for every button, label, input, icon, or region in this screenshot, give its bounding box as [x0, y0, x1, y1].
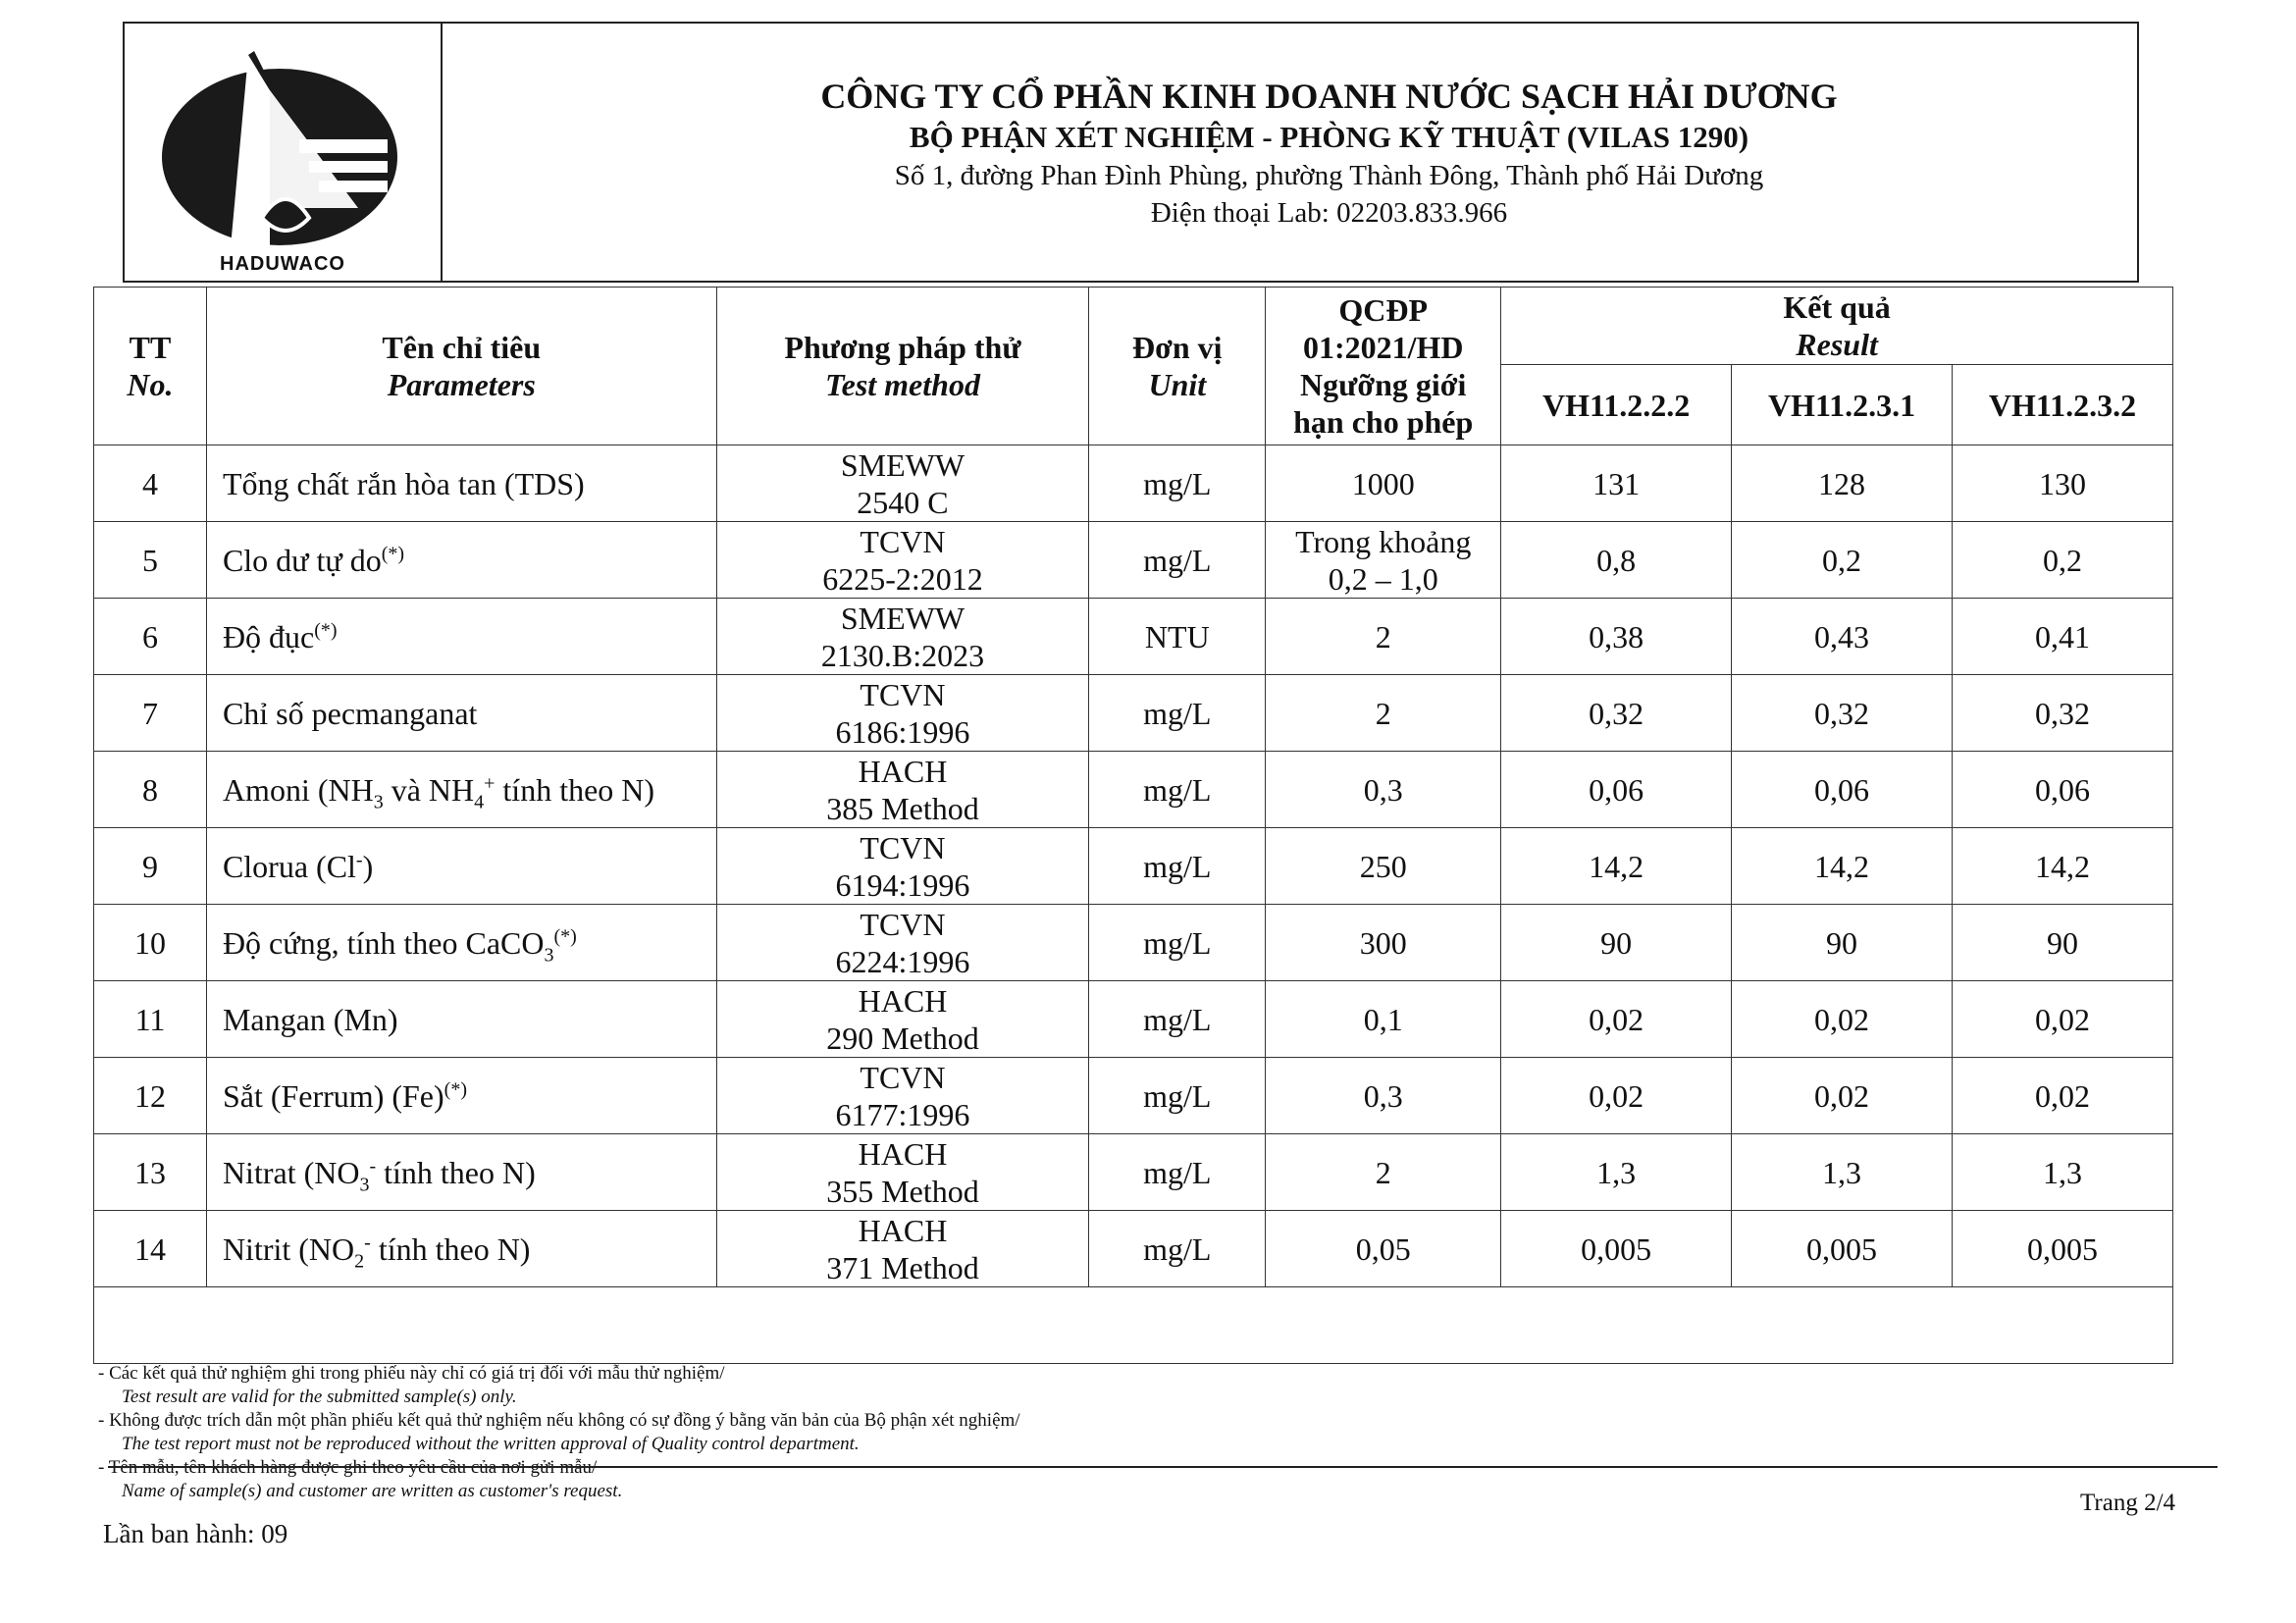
- note-vi: - Tên mẫu, tên khách hàng được ghi theo yêu cầu của nơi gửi mẫu/: [98, 1457, 598, 1478]
- row-result-2: [1732, 675, 1953, 752]
- row-result-1: [1501, 828, 1732, 905]
- row-limit: [1266, 1058, 1501, 1134]
- footer-divider: [108, 1466, 2218, 1468]
- param-param-a: Độ cứng, tính theo CaCO: [222, 924, 545, 961]
- company-name: CÔNG TY CỔ PHẦN KINH DOANH NƯỚC SẠCH HẢI DƯƠNG: [820, 77, 1838, 116]
- param-sub-b: 4: [474, 790, 485, 812]
- note-vi-text: Tên mẫu, tên khách hàng được ghi theo yêu cầu của nơi gửi mẫu/: [108, 1457, 598, 1478]
- param-param-b: và NH: [383, 771, 475, 808]
- param-sub-a: 2: [354, 1249, 365, 1272]
- row-result-2-r2: 0,02: [1814, 1077, 1870, 1114]
- row-result-2: [1732, 981, 1953, 1058]
- row-result-1-r1: 131: [1592, 465, 1641, 501]
- param-sup-b: +: [484, 771, 496, 794]
- row-result-3: [1953, 828, 2173, 905]
- row-unit-unit: mg/L: [1143, 465, 1212, 501]
- row-result-1-r1: 0,005: [1581, 1230, 1652, 1267]
- table-row: [94, 1134, 2173, 1211]
- row-limit: [1266, 981, 1501, 1058]
- table-row: [94, 1058, 2173, 1134]
- row-limit-limit-1: 300: [1359, 924, 1407, 961]
- row-no-no: 9: [141, 848, 158, 884]
- table-body: [94, 445, 2173, 1364]
- row-result-2-r2: 90: [1826, 924, 1858, 961]
- row-result-3-r3: 0,02: [2035, 1001, 2090, 1037]
- row-result-1-r1: 0,38: [1589, 618, 1644, 654]
- row-result-1: [1501, 1058, 1732, 1134]
- param-param-a: Nitrat (NO: [222, 1154, 360, 1190]
- row-result-1: [1501, 445, 1732, 522]
- row-limit-limit-1: 0,3: [1363, 771, 1403, 808]
- col-limit-3: Ngưỡng giới: [1300, 367, 1467, 402]
- row-method-method-2: 290 Method: [826, 1020, 979, 1056]
- param-sub-a: 3: [373, 790, 384, 812]
- row-result-1-r1: 0,32: [1589, 695, 1644, 731]
- note-vi-text: Các kết quả thử nghiệm ghi trong phiếu này chỉ có giá trị đối với mẫu thử nghiệm/: [109, 1363, 725, 1384]
- row-unit-unit: mg/L: [1143, 1230, 1212, 1267]
- row-method-method-2: 2540 C: [857, 484, 949, 520]
- row-result-2: [1732, 1211, 1953, 1287]
- row-method-method-1: TCVN: [860, 906, 946, 942]
- row-result-1: [1501, 752, 1732, 828]
- row-no-no: 5: [141, 542, 158, 578]
- row-no: [94, 752, 207, 828]
- param-param-a: Clorua (Cl: [222, 848, 356, 884]
- row-unit: [1089, 981, 1266, 1058]
- row-no-no: 6: [141, 618, 158, 654]
- haduwaco-logo-icon: [152, 51, 417, 257]
- row-result-3-r3: 0,2: [2043, 542, 2082, 578]
- row-limit-limit-1: 0,3: [1363, 1077, 1403, 1114]
- row-method-method-2: 6177:1996: [835, 1096, 970, 1132]
- row-result-1-r1: 14,2: [1589, 848, 1644, 884]
- row-result-1-r1: 90: [1600, 924, 1633, 961]
- row-method-method-1: SMEWW: [840, 446, 965, 483]
- row-result-3-r3: 90: [2047, 924, 2078, 961]
- col-header-no: [94, 288, 207, 445]
- row-result-3-r3: 0,32: [2035, 695, 2090, 731]
- row-result-3: [1953, 905, 2173, 981]
- row-unit: [1089, 752, 1266, 828]
- row-param: [206, 828, 716, 905]
- row-method-method-2: 6186:1996: [835, 713, 970, 750]
- row-unit-unit: mg/L: [1143, 695, 1212, 731]
- row-unit: [1089, 675, 1266, 752]
- row-unit-unit: mg/L: [1143, 771, 1212, 808]
- row-unit: [1089, 445, 1266, 522]
- row-method: [716, 905, 1089, 981]
- row-param: [206, 675, 716, 752]
- col-param-en: Parameters: [387, 367, 536, 402]
- col-limit-2: 01:2021/HD: [1302, 330, 1464, 365]
- table-row: [94, 828, 2173, 905]
- col-sample-2: VH11.2.3.1: [1732, 365, 1953, 445]
- row-result-2-r2: 0,06: [1814, 771, 1870, 808]
- row-method-method-1: TCVN: [860, 523, 946, 559]
- row-unit: [1089, 1058, 1266, 1134]
- param-param-c: tính theo N): [370, 1230, 531, 1267]
- row-method: [716, 752, 1089, 828]
- row-result-2: [1732, 599, 1953, 675]
- table-row: [94, 905, 2173, 981]
- note-vi: - Không được trích dẫn một phần phiếu kết quả thử nghiệm nếu không có sự đồng ý bằng văn bản của Bộ phận xét nghiệm/: [98, 1410, 1020, 1431]
- row-result-1-r1: 0,06: [1589, 771, 1644, 808]
- row-limit: [1266, 445, 1501, 522]
- logo-cell: [125, 24, 443, 281]
- row-method-method-2: 355 Method: [826, 1173, 979, 1209]
- col-unit-en: Unit: [1148, 367, 1207, 402]
- col-sample-3: VH11.2.3.2: [1953, 365, 2173, 445]
- row-unit-unit: mg/L: [1143, 924, 1212, 961]
- row-limit: [1266, 1211, 1501, 1287]
- row-method-method-2: 6225-2:2012: [822, 560, 983, 597]
- col-header-result: [1501, 288, 2173, 365]
- row-result-3-r3: 0,41: [2035, 618, 2090, 654]
- param-param: Tổng chất rắn hòa tan (TDS): [222, 465, 585, 501]
- row-result-2: [1732, 752, 1953, 828]
- note-en: Name of sample(s) and customer are written as customer's request.: [122, 1481, 623, 1501]
- row-result-2-r2: 1,3: [1822, 1154, 1862, 1190]
- row-result-1: [1501, 522, 1732, 599]
- row-result-2-r2: 0,32: [1814, 695, 1870, 731]
- edition-number: Lần ban hành: 09: [103, 1519, 288, 1548]
- row-method-method-1: SMEWW: [840, 600, 965, 636]
- row-result-3: [1953, 752, 2173, 828]
- param-sup-a: -: [355, 848, 363, 870]
- row-method-method-2: 2130.B:2023: [820, 637, 985, 673]
- param-sup: (*): [381, 542, 405, 564]
- param-sup: (*): [314, 618, 338, 641]
- row-limit-limit-1: 2: [1375, 695, 1391, 731]
- row-limit-limit-1: 250: [1359, 848, 1407, 884]
- param-param: Sắt (Ferrum) (Fe): [222, 1077, 444, 1114]
- row-limit-limit-1: 2: [1375, 1154, 1391, 1190]
- header-info: [443, 24, 2137, 281]
- page-number: Trang 2/4: [2080, 1490, 2176, 1516]
- row-method-method-1: HACH: [858, 982, 948, 1019]
- row-result-1-r1: 0,8: [1596, 542, 1637, 578]
- table-row: [94, 675, 2173, 752]
- param-sup-a: -: [364, 1230, 371, 1253]
- row-method-method-1: HACH: [858, 753, 948, 789]
- row-result-3: [1953, 599, 2173, 675]
- param-param: Clo dư tự do: [222, 542, 382, 578]
- row-result-1-r1: 0,02: [1589, 1077, 1644, 1114]
- row-no: [94, 905, 207, 981]
- row-unit-unit: mg/L: [1143, 1154, 1212, 1190]
- row-limit-limit-1: 1000: [1351, 465, 1415, 501]
- row-no-no: 4: [141, 465, 158, 501]
- col-param-vi: Tên chỉ tiêu: [382, 330, 542, 365]
- row-unit: [1089, 1134, 1266, 1211]
- row-no: [94, 675, 207, 752]
- col-method-en: Test method: [825, 367, 980, 402]
- row-result-1: [1501, 905, 1732, 981]
- row-result-2-r2: 0,2: [1822, 542, 1862, 578]
- row-method: [716, 981, 1089, 1058]
- row-no-no: 8: [141, 771, 158, 808]
- row-result-3-r3: 0,005: [2027, 1230, 2098, 1267]
- row-limit-limit-1: 2: [1375, 618, 1391, 654]
- row-param: [206, 905, 716, 981]
- blank-cell: [94, 1287, 2173, 1364]
- row-result-3: [1953, 1134, 2173, 1211]
- row-result-3: [1953, 522, 2173, 599]
- row-result-3-r3: 0,06: [2035, 771, 2090, 808]
- row-result-1: [1501, 599, 1732, 675]
- row-unit-unit: mg/L: [1143, 848, 1212, 884]
- row-limit-limit-1: 0,1: [1363, 1001, 1403, 1037]
- col-header-unit: [1089, 288, 1266, 445]
- col-limit-4: hạn cho phép: [1293, 404, 1474, 440]
- param-sup-a: (*): [553, 924, 577, 947]
- note-vi: - Các kết quả thử nghiệm ghi trong phiếu này chỉ có giá trị đối với mẫu thử nghiệm/: [98, 1363, 725, 1384]
- row-result-2: [1732, 1134, 1953, 1211]
- row-param: [206, 981, 716, 1058]
- row-param: [206, 752, 716, 828]
- lab-phone: Điện thoại Lab: 02203.833.966: [1150, 197, 1508, 229]
- document-header: [123, 22, 2139, 283]
- row-method-method-1: TCVN: [860, 829, 946, 865]
- param-param-c: ): [362, 848, 374, 884]
- row-result-3: [1953, 1211, 2173, 1287]
- row-result-1: [1501, 1134, 1732, 1211]
- col-result-en: Result: [1796, 327, 1878, 362]
- row-no: [94, 981, 207, 1058]
- row-method-method-2: 6194:1996: [835, 866, 970, 903]
- row-no: [94, 445, 207, 522]
- row-unit: [1089, 599, 1266, 675]
- row-limit: [1266, 828, 1501, 905]
- row-limit: [1266, 522, 1501, 599]
- row-result-2-r2: 14,2: [1814, 848, 1870, 884]
- row-result-3: [1953, 981, 2173, 1058]
- row-method: [716, 599, 1089, 675]
- row-limit-limit-1: Trong khoảng: [1295, 523, 1472, 559]
- row-unit-unit: mg/L: [1143, 1001, 1212, 1037]
- row-unit-unit: mg/L: [1143, 542, 1212, 578]
- param-param-a: Nitrit (NO: [222, 1230, 355, 1267]
- row-limit: [1266, 905, 1501, 981]
- row-result-3: [1953, 1058, 2173, 1134]
- row-unit: [1089, 522, 1266, 599]
- col-no-en: No.: [127, 367, 174, 402]
- param-param-c: tính theo N): [495, 771, 655, 808]
- row-method: [716, 1134, 1089, 1211]
- row-limit: [1266, 1134, 1501, 1211]
- param-param: Độ đục: [222, 618, 315, 654]
- row-no-no: 7: [141, 695, 158, 731]
- logo-text: HADUWACO: [220, 253, 345, 275]
- row-method-method-1: TCVN: [860, 1059, 946, 1095]
- row-method: [716, 828, 1089, 905]
- table-row: [94, 522, 2173, 599]
- col-no-vi: TT: [129, 330, 172, 365]
- table-row: [94, 599, 2173, 675]
- param-param: Chỉ số pecmanganat: [222, 695, 478, 731]
- param-sup: (*): [444, 1077, 467, 1100]
- row-unit: [1089, 1211, 1266, 1287]
- row-method-method-2: 385 Method: [826, 790, 979, 826]
- footnotes: [98, 1362, 1276, 1503]
- department-name: BỘ PHẬN XÉT NGHIỆM - PHÒNG KỸ THUẬT (VILAS 1290): [909, 120, 1749, 154]
- row-result-2: [1732, 445, 1953, 522]
- row-limit: [1266, 675, 1501, 752]
- row-param: [206, 445, 716, 522]
- row-result-2: [1732, 905, 1953, 981]
- note-vi-text: Không được trích dẫn một phần phiếu kết quả thử nghiệm nếu không có sự đồng ý bằng văn bản của Bộ phận xét nghiệm/: [109, 1410, 1020, 1431]
- col-result-vi: Kết quả: [1783, 289, 1891, 325]
- row-limit: [1266, 599, 1501, 675]
- col-method-vi: Phương pháp thử: [784, 330, 1021, 365]
- row-no: [94, 1211, 207, 1287]
- row-result-2: [1732, 1058, 1953, 1134]
- row-method: [716, 1058, 1089, 1134]
- row-result-2: [1732, 522, 1953, 599]
- row-result-3-r3: 130: [2039, 465, 2086, 501]
- row-param: [206, 1134, 716, 1211]
- table-header-row: [94, 288, 2173, 365]
- row-result-1: [1501, 981, 1732, 1058]
- row-result-3-r3: 1,3: [2043, 1154, 2082, 1190]
- row-no-no: 12: [133, 1077, 166, 1114]
- row-method-method-1: HACH: [858, 1212, 948, 1248]
- row-method: [716, 675, 1089, 752]
- row-result-2-r2: 0,43: [1814, 618, 1870, 654]
- results-table: [93, 287, 2173, 1364]
- row-limit-limit-2: 0,2 – 1,0: [1328, 560, 1438, 597]
- row-no: [94, 522, 207, 599]
- row-method-method-2: 6224:1996: [835, 943, 970, 979]
- row-unit-unit: mg/L: [1143, 1077, 1212, 1114]
- row-param: [206, 1211, 716, 1287]
- param-param-c: tính theo N): [376, 1154, 536, 1190]
- note-en: Test result are valid for the submitted sample(s) only.: [122, 1387, 517, 1407]
- col-limit-1: QCĐP: [1338, 292, 1429, 328]
- param-param-a: Amoni (NH: [222, 771, 374, 808]
- row-method: [716, 1211, 1089, 1287]
- row-result-3: [1953, 445, 2173, 522]
- row-param: [206, 599, 716, 675]
- col-header-param: [206, 288, 716, 445]
- row-unit: [1089, 828, 1266, 905]
- param-sub-a: 3: [359, 1173, 370, 1195]
- row-no: [94, 1134, 207, 1211]
- row-result-1-r1: 0,02: [1589, 1001, 1644, 1037]
- row-result-2-r2: 0,02: [1814, 1001, 1870, 1037]
- col-sample-1: VH11.2.2.2: [1501, 365, 1732, 445]
- row-limit: [1266, 752, 1501, 828]
- row-result-3-r3: 0,02: [2035, 1077, 2090, 1114]
- row-no-no: 11: [134, 1001, 166, 1037]
- param-sup-a: -: [369, 1154, 377, 1177]
- row-param: [206, 522, 716, 599]
- row-result-2: [1732, 828, 1953, 905]
- param-param: Mangan (Mn): [222, 1001, 398, 1037]
- row-unit-unit: NTU: [1144, 618, 1210, 654]
- row-no-no: 10: [133, 924, 166, 961]
- row-result-3-r3: 14,2: [2035, 848, 2090, 884]
- col-unit-vi: Đơn vị: [1132, 330, 1223, 365]
- row-result-1: [1501, 1211, 1732, 1287]
- row-no: [94, 599, 207, 675]
- row-param: [206, 1058, 716, 1134]
- row-no-no: 14: [133, 1230, 166, 1267]
- company-address: Số 1, đường Phan Đình Phùng, phường Thành Đông, Thành phố Hải Dương: [894, 160, 1764, 191]
- row-result-1: [1501, 675, 1732, 752]
- row-no: [94, 828, 207, 905]
- row-result-3: [1953, 675, 2173, 752]
- param-sub-a: 3: [544, 943, 554, 966]
- table-blank-row: [94, 1287, 2173, 1364]
- table-row: [94, 445, 2173, 522]
- row-unit: [1089, 905, 1266, 981]
- table-row: [94, 1211, 2173, 1287]
- row-method-method-1: HACH: [858, 1135, 948, 1172]
- row-method-method-2: 371 Method: [826, 1249, 979, 1285]
- row-result-2-r2: 128: [1818, 465, 1866, 501]
- row-result-2-r2: 0,005: [1806, 1230, 1878, 1267]
- row-method: [716, 522, 1089, 599]
- col-header-method: [716, 288, 1089, 445]
- row-method-method-1: TCVN: [860, 676, 946, 712]
- row-limit-limit-1: 0,05: [1355, 1230, 1411, 1267]
- table-row: [94, 752, 2173, 828]
- note-en: The test report must not be reproduced without the written approval of Quality control department.: [122, 1434, 860, 1454]
- col-header-limit: [1266, 288, 1501, 445]
- row-no-no: 13: [133, 1154, 166, 1190]
- table-row: [94, 981, 2173, 1058]
- row-result-1-r1: 1,3: [1596, 1154, 1637, 1190]
- row-no: [94, 1058, 207, 1134]
- row-method: [716, 445, 1089, 522]
